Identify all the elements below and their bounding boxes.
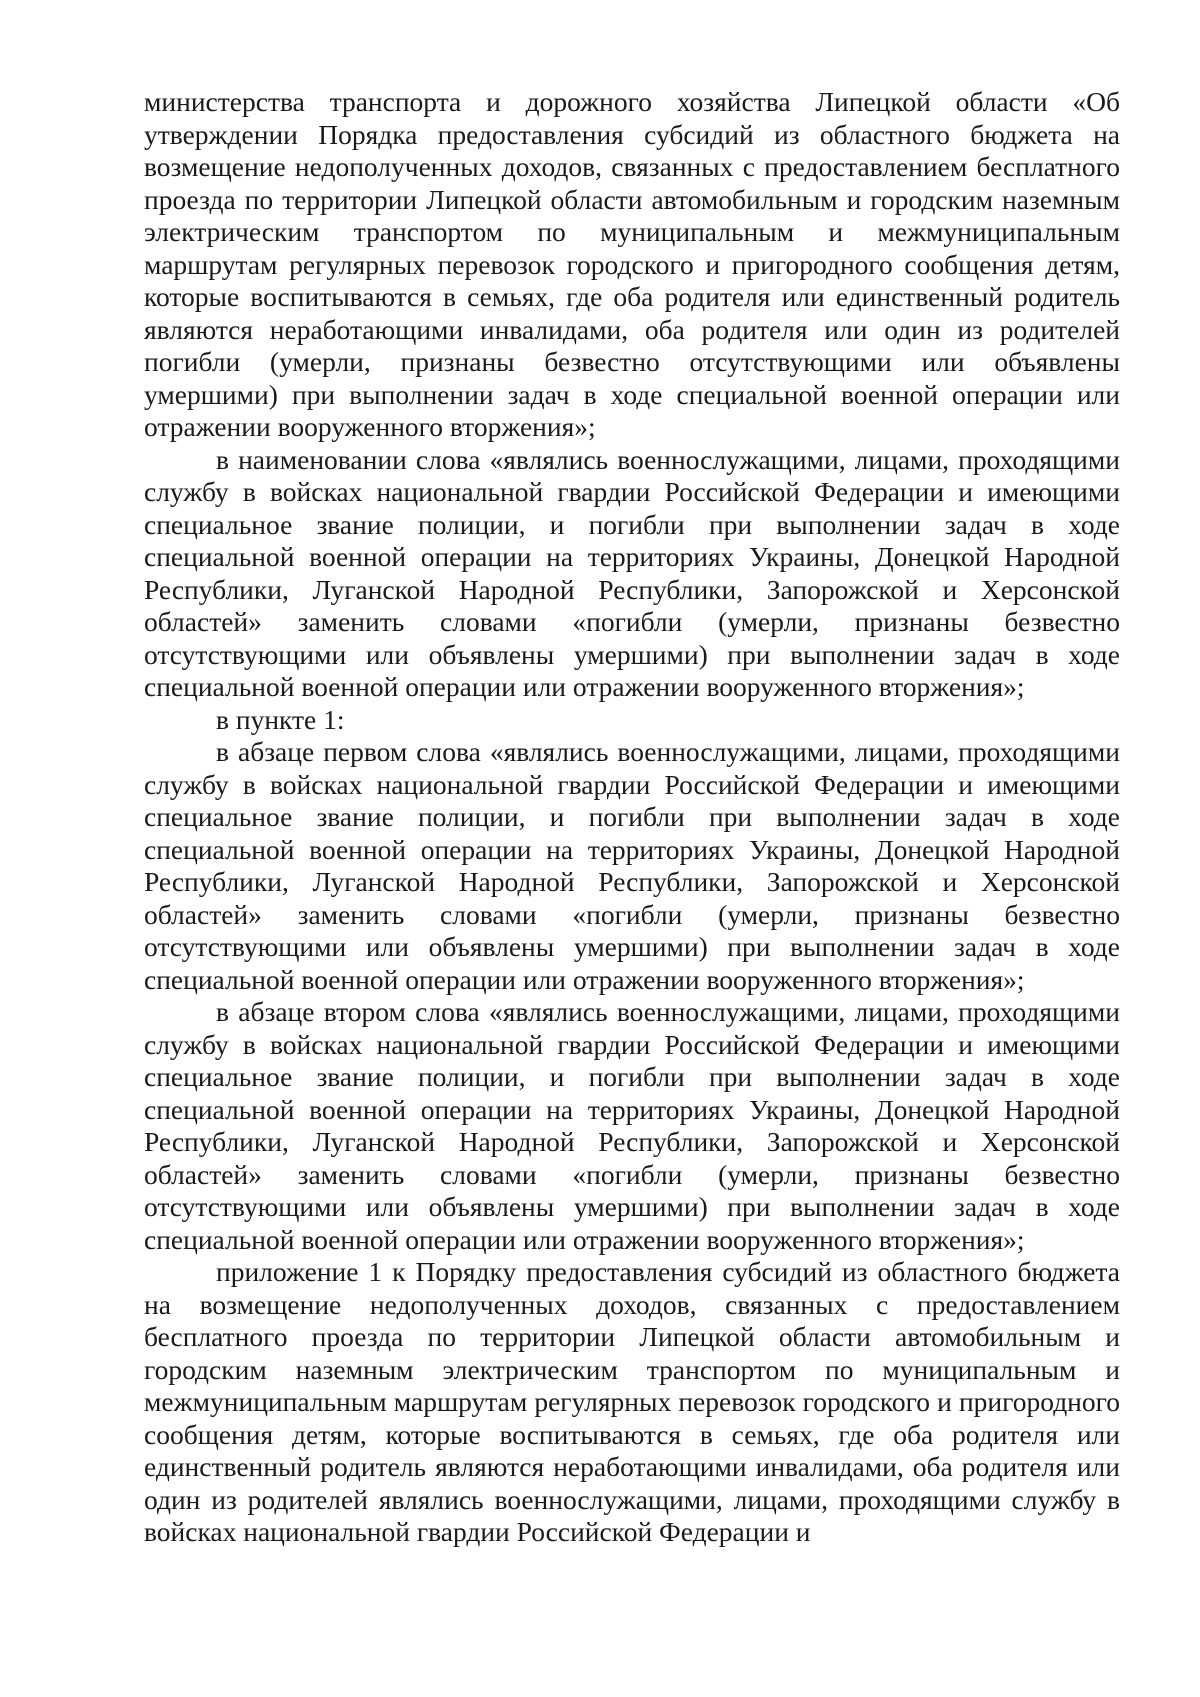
paragraph-second-clause-amendment: в абзаце втором слова «являлись военнослужащими, лицами, проходящими службу в войсках национальной гвардии Российской Федерации и имеющими специальное звание полиции, и погибли при выполнении задач в ходе специальной военной операции на территориях Украины, Донецкой Народной Республики, Луганской Народной Республики, Запорожской и Херсонской областей» заменить словами «погибли (умерли, признаны безвестно отсутствующими или объявлены умершими) при выполнении задач в ходе специальной военной операции или отражении вооруженного вторжения»;	[144, 996, 1120, 1255]
paragraph-first-clause-amendment: в абзаце первом слова «являлись военнослужащими, лицами, проходящими службу в войсках национальной гвардии Российской Федерации и имеющими специальное звание полиции, и погибли при выполнении задач в ходе специальной военной операции на территориях Украины, Донецкой Народной Республики, Луганской Народной Республики, Запорожской и Херсонской областей» заменить словами «погибли (умерли, признаны безвестно отсутствующими или объявлены умершими) при выполнении задач в ходе специальной военной операции или отражении вооруженного вторжения»;	[144, 736, 1120, 995]
paragraph-continuation: министерства транспорта и дорожного хозяйства Липецкой области «Об утверждении Порядка предоставления субсидий из областного бюджета на возмещение недополученных доходов, связанных с предоставлением бесплатного проезда по территории Липецкой области автомобильным и городским наземным электрическим транспортом по муниципальным и межмуниципальным маршрутам регулярных перевозок городского и пригородного сообщения детям, которые воспитываются в семьях, где оба родителя или единственный родитель являются неработающими инвалидами, оба родителя или один из родителей погибли (умерли, признаны безвестно отсутствующими или объявлены умершими) при выполнении задач в ходе специальной военной операции или отражении вооруженного вторжения»;	[144, 86, 1120, 442]
paragraph-point-1-heading: в пункте 1:	[216, 703, 345, 735]
document-body	[144, 86, 1120, 1549]
paragraph-appendix-amendment: приложение 1 к Порядку предоставления субсидий из областного бюджета на возмещение недополученных доходов, связанных с предоставлением бесплатного проезда по территории Липецкой области автомобильным и городским наземным электрическим транспортом по муниципальным и межмуниципальным маршрутам регулярных перевозок городского и пригородного сообщения детям, которые воспитываются в семьях, где оба родителя или единственный родитель являются неработающими инвалидами, оба родителя или один из родителей являлись военнослужащими, лицами, проходящими службу в войсках национальной гвардии Российской Федерации и	[144, 1256, 1120, 1547]
paragraph-title-amendment: в наименовании слова «являлись военнослужащими, лицами, проходящими службу в войсках национальной гвардии Российской Федерации и имеющими специальное звание полиции, и погибли при выполнении задач в ходе специальной военной операции на территориях Украины, Донецкой Народной Республики, Луганской Народной Республики, Запорожской и Херсонской областей» заменить словами «погибли (умерли, признаны безвестно отсутствующими или объявлены умершими) при выполнении задач в ходе специальной военной операции или отражении вооруженного вторжения»;	[144, 443, 1120, 702]
